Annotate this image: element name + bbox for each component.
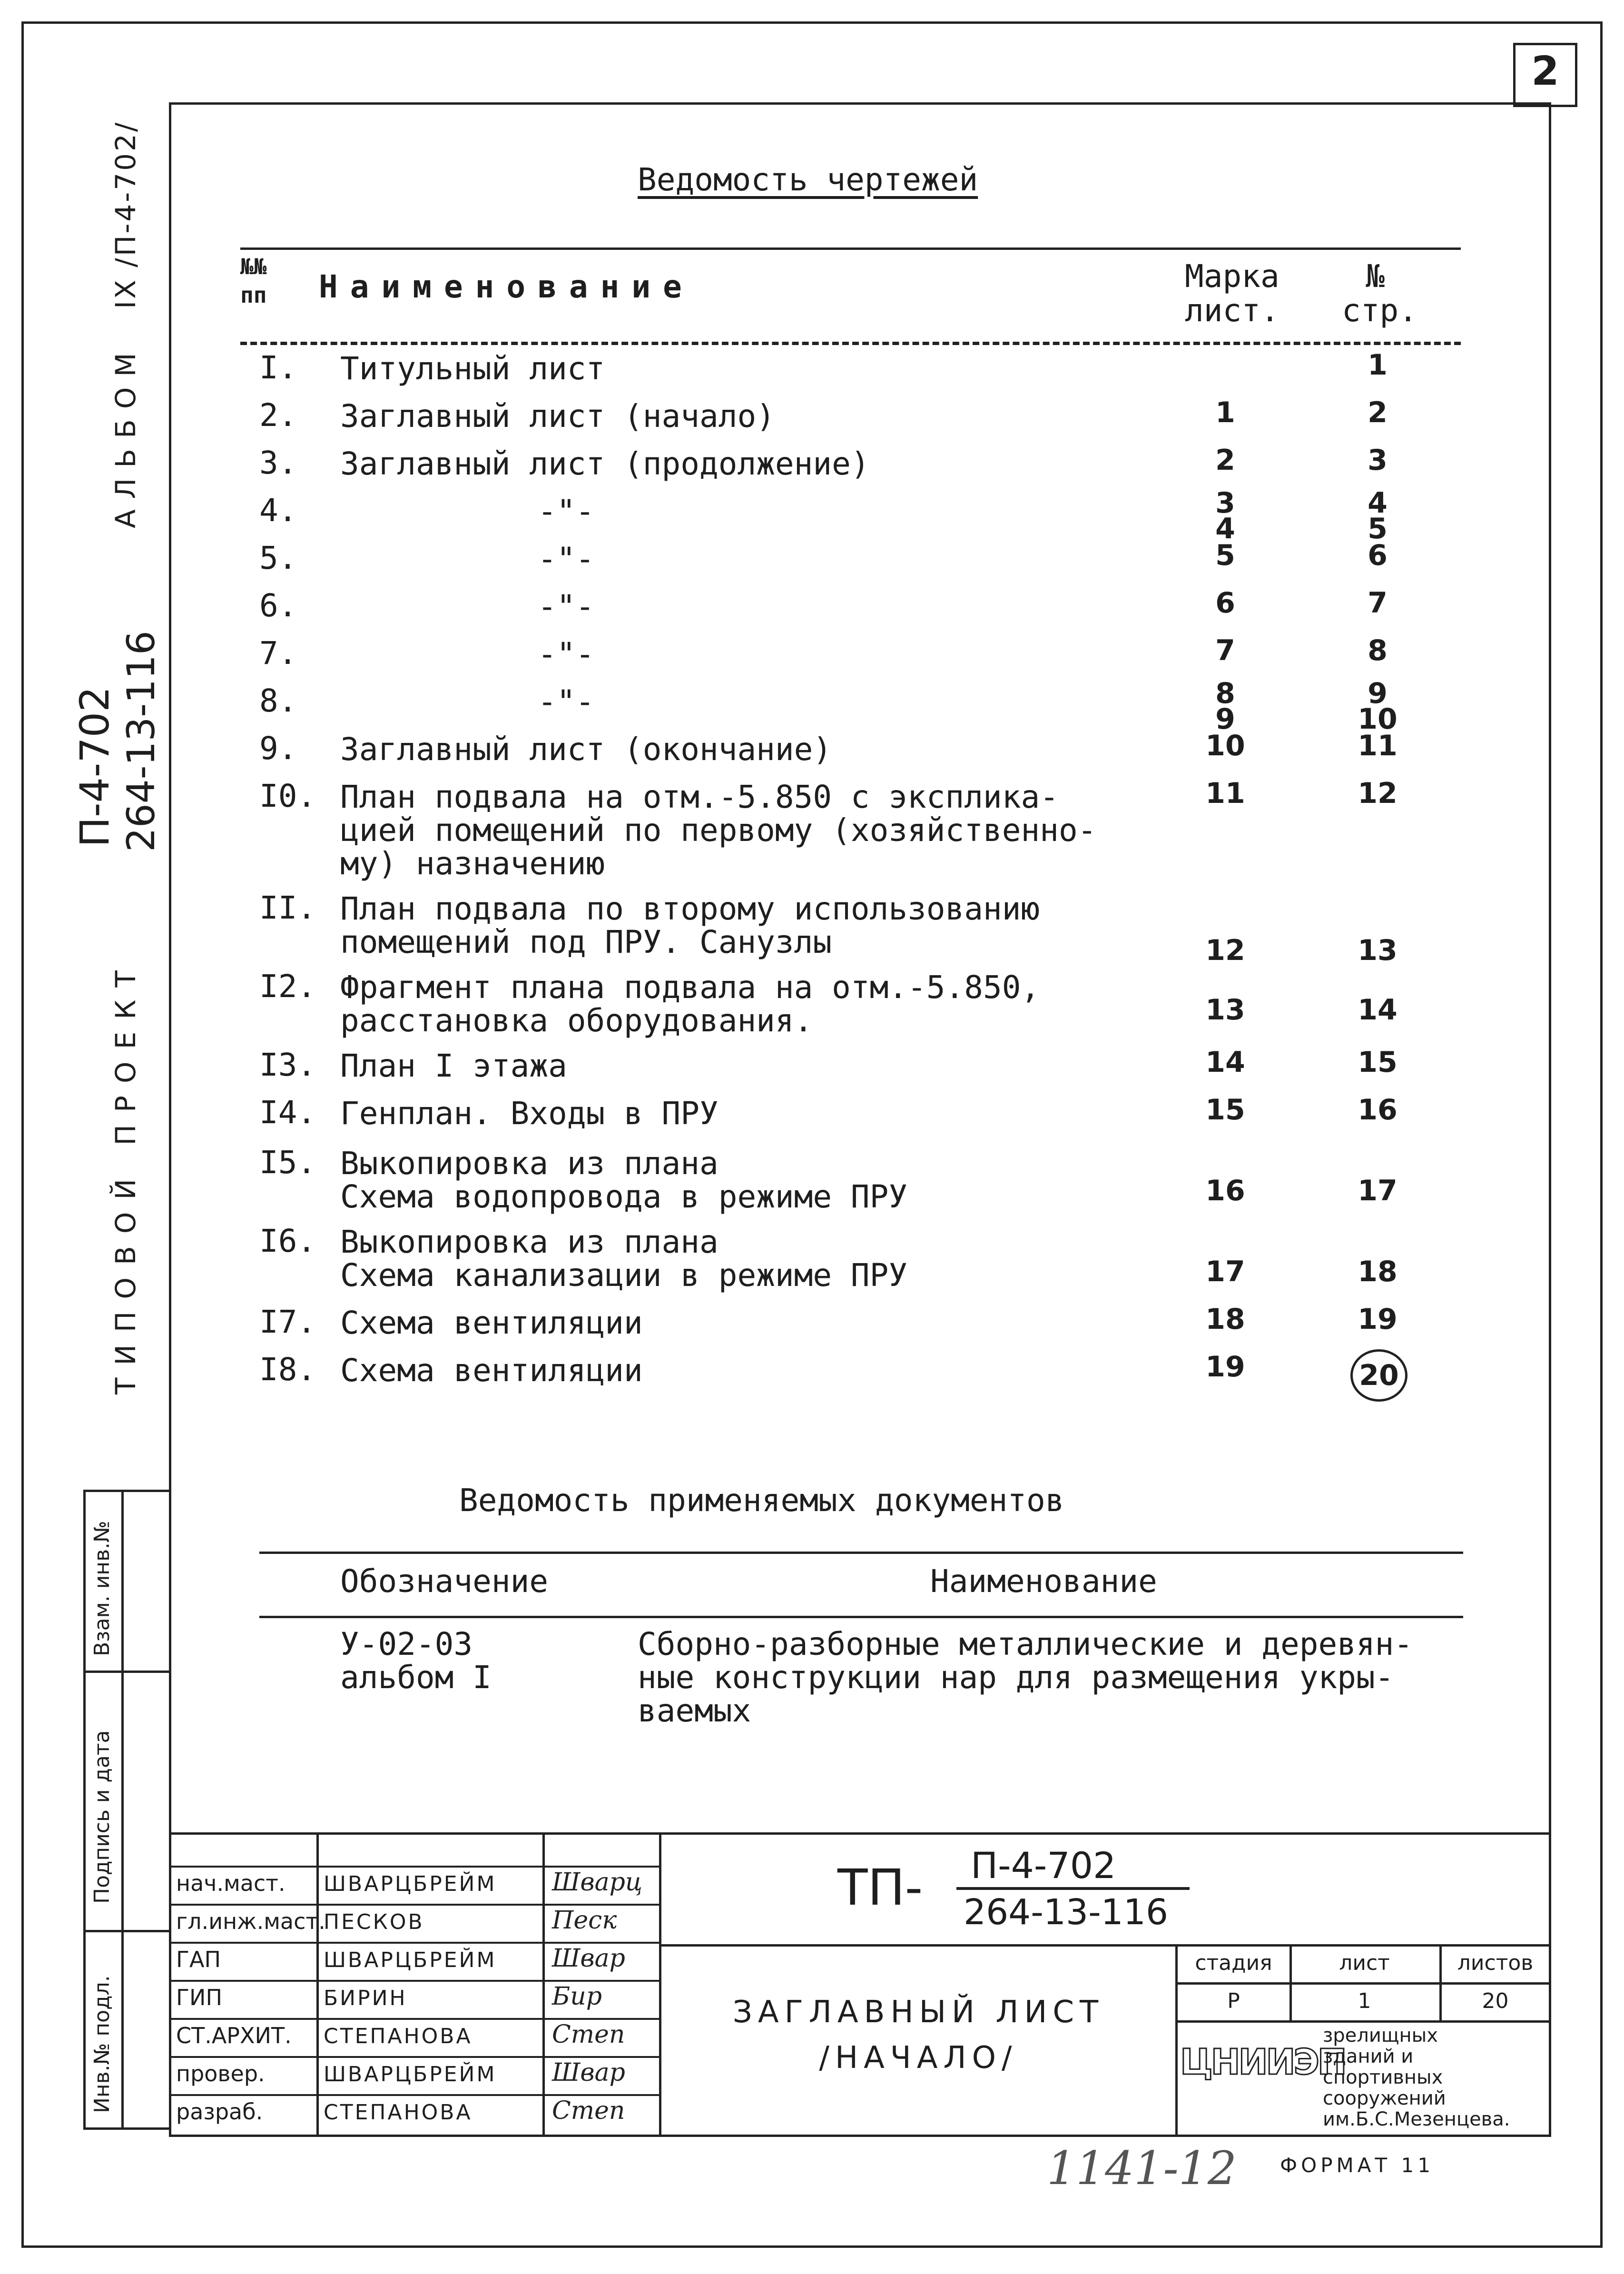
row-name: Заглавный лист (начало) [340, 398, 775, 435]
row-page: 4 5 [1368, 486, 1388, 545]
row-name: -"- [538, 541, 595, 577]
row-mark: 14 [1205, 1046, 1245, 1079]
row-number: 9. [259, 730, 297, 767]
row-mark: 11 [1205, 777, 1245, 810]
row-mark: 15 [1205, 1093, 1245, 1127]
row-name: Титульный лист [340, 350, 605, 387]
side-stamp-cell-replace: Взам. инв.№ [90, 1521, 114, 1656]
role-row-rule [169, 2056, 659, 2058]
row-mark: 2 [1215, 444, 1235, 477]
stage-header-rule [1175, 1982, 1551, 1985]
sheets-label: листов [1457, 1951, 1534, 1975]
role-signature: Степ [552, 2020, 625, 2049]
role-label: нач.маст. [176, 1870, 285, 1896]
row-number: 2. [259, 397, 297, 434]
row-mark: 12 [1205, 934, 1245, 967]
row-mark: 5 [1215, 539, 1235, 572]
row-page: 17 [1358, 1174, 1398, 1207]
row-mark: 3 4 [1215, 486, 1235, 545]
row-mark: 7 [1215, 634, 1235, 667]
role-name: СТЕПАНОВА [324, 2100, 472, 2125]
role-label: СТ.АРХИТ. [176, 2023, 292, 2048]
row-number: 6. [259, 587, 297, 624]
row-mark: 10 [1205, 729, 1245, 762]
row-number: I0. [259, 778, 316, 814]
row-mark: 18 [1205, 1303, 1245, 1336]
row-page: 1 [1368, 348, 1388, 382]
row-name: Выкопировка из плана Схема водопровода в режиме ПРУ [340, 1145, 908, 1215]
side-stamp-cell-signature: Подпись и дата [90, 1730, 114, 1904]
drawing-list-title: Ведомость чертежей [638, 161, 978, 198]
side-stamp-divider [121, 1490, 124, 2130]
side-stamp-cell-inv: Инв.№ подл. [90, 1975, 114, 2113]
role-label: гл.инж.маст. [176, 1908, 325, 1934]
code-prefix: ТП- [837, 1859, 923, 1917]
documents-list-header-rule [259, 1616, 1463, 1618]
row-name: -"- [538, 683, 595, 720]
album-label [109, 121, 142, 528]
row-number: 3. [259, 445, 297, 481]
documents-list-top-rule [259, 1552, 1463, 1554]
role-row-rule [169, 2018, 659, 2020]
album-label-text: АЛЬБОМ [109, 342, 142, 528]
stage-value-rule [1175, 2020, 1551, 2023]
row-name: Заглавный лист (продолжение) [340, 445, 870, 482]
sheets-value: 20 [1482, 1989, 1509, 2013]
org-name: зрелищных зданий и спортивных сооружений им.Б.С.Мезенцева. [1323, 2025, 1510, 2130]
row-number: I4. [259, 1094, 316, 1131]
row-number: 4. [259, 492, 297, 529]
project-code-top: П-4-702 [71, 686, 118, 847]
role-signature: Степ [552, 2096, 625, 2125]
row-mark: 6 [1215, 586, 1235, 620]
row-page: 16 [1358, 1093, 1398, 1127]
row-name: Схема вентиляции [340, 1352, 643, 1389]
header-no: №№ пп [240, 254, 267, 308]
stage-label: стадия [1195, 1951, 1272, 1975]
drawing-list-top-rule [240, 247, 1461, 250]
sheet-title: ЗАГЛАВНЫЙ ЛИСТ /НАЧАЛО/ [732, 1995, 1104, 2076]
row-mark: 16 [1205, 1174, 1245, 1207]
row-mark: 13 [1205, 993, 1245, 1027]
row-name: -"- [538, 588, 595, 625]
row-page: 12 [1358, 777, 1398, 810]
title-block-mid-rule [659, 1944, 1551, 1947]
documents-header-designation: Обозначение [340, 1563, 549, 1600]
row-number: II. [259, 890, 316, 926]
row-page: 2 [1368, 396, 1388, 429]
sheet-label: лист [1339, 1951, 1390, 1975]
role-name: СТЕПАНОВА [324, 2024, 472, 2048]
role-row-rule [169, 2094, 659, 2096]
row-mark: 1 [1215, 396, 1235, 429]
row-number: I6. [259, 1223, 316, 1259]
row-number: I2. [259, 968, 316, 1005]
project-label: ТИПОВОЙ ПРОЕКТ [109, 958, 142, 1394]
row-mark: 19 [1205, 1350, 1245, 1384]
role-name: БИРИН [324, 1986, 407, 2010]
role-signature: Бир [552, 1982, 602, 2011]
row-name: Выкопировка из плана Схема канализации в режиме ПРУ [340, 1224, 908, 1294]
page-number: 2 [1531, 48, 1559, 94]
side-stamp-row-2 [83, 1930, 171, 1932]
org-logo: ЦНИИЭП [1180, 2042, 1345, 2083]
row-mark: 8 9 [1215, 677, 1235, 736]
role-row-rule [169, 1942, 659, 1944]
row-page: 13 [1358, 934, 1398, 967]
handwritten-code: 1141-12 [1047, 2142, 1237, 2195]
album-code: IX /П-4-702/ [109, 120, 142, 309]
row-page: 8 [1368, 634, 1388, 667]
row-page: 9 10 [1358, 677, 1398, 736]
role-row-rule [169, 1904, 659, 1906]
row-number: I7. [259, 1304, 316, 1340]
header-name: Наименование [319, 268, 694, 305]
row-mark: 17 [1205, 1255, 1245, 1288]
row-number: 7. [259, 635, 297, 672]
documents-list-title: Ведомость применяемых документов [459, 1482, 1064, 1519]
row-name: Заглавный лист (окончание) [340, 731, 832, 768]
row-name: Генплан. Входы в ПРУ [340, 1095, 718, 1132]
row-page: 18 [1358, 1255, 1398, 1288]
role-name: ШВАРЦБРЕЙМ [324, 1872, 497, 1896]
stage-value: Р [1227, 1989, 1240, 2013]
row-page: 19 [1358, 1303, 1398, 1336]
role-signature: Швар [552, 1944, 625, 1973]
row-name: -"- [538, 636, 595, 672]
row-name: План I этажа [340, 1048, 567, 1084]
role-name: ШВАРЦБРЕЙМ [324, 2062, 497, 2086]
title-block-top-rule [169, 1832, 1551, 1835]
code-bottom: 264-13-116 [964, 1892, 1169, 1933]
row-number: I8. [259, 1351, 316, 1388]
project-code-bottom: 264-13-116 [119, 631, 163, 852]
code-top: П-4-702 [971, 1844, 1116, 1887]
sheet-value: 1 [1358, 1989, 1371, 2013]
row-page: 14 [1358, 993, 1398, 1027]
row-page: 6 [1368, 539, 1388, 572]
side-stamp-row-1 [83, 1671, 171, 1673]
row-name: Фрагмент плана подвала на отм.-5.850, расстановка оборудования. [340, 969, 1040, 1039]
document-designation: У-02-03 альбом I [340, 1626, 492, 1696]
role-label: ГАП [176, 1947, 221, 1972]
row-name: План подвала по второму использованию помещений под ПРУ. Санузлы [340, 890, 1040, 960]
role-signature: Шварц [552, 1868, 643, 1897]
document-name: Сборно-разборные металлические и деревян- ные конструкции нар для размещения укры- ваемых [638, 1626, 1413, 1729]
row-page: 11 [1358, 729, 1398, 762]
title-block-col-1 [316, 1832, 319, 2135]
role-name: ШВАРЦБРЕЙМ [324, 1948, 497, 1972]
title-block-col-2 [542, 1832, 545, 2135]
row-number: 5. [259, 540, 297, 576]
role-label: провер. [176, 2061, 265, 2086]
role-label: разраб. [176, 2099, 263, 2125]
title-block-col-3 [659, 1832, 661, 2135]
role-signature: Песк [552, 1906, 617, 1935]
format-label: ФОРМАТ 11 [1280, 2154, 1434, 2177]
header-mark: Марка лист. [1185, 258, 1280, 329]
header-page: № стр. [1342, 258, 1417, 329]
title-block-col-4 [1175, 1944, 1178, 2135]
row-page: 7 [1368, 586, 1388, 620]
row-page: 3 [1368, 444, 1388, 477]
row-page: 20 [1350, 1349, 1407, 1402]
row-name: -"- [538, 493, 595, 530]
row-name: План подвала на отм.-5.850 с эксплика- цией помещений по первому (хозяйственно- му) назначению [340, 779, 1097, 882]
role-row-rule [169, 1980, 659, 1982]
code-fraction-line [956, 1887, 1190, 1890]
role-name: ПЕСКОВ [324, 1910, 424, 1934]
row-number: 8. [259, 682, 297, 719]
role-signature: Швар [552, 2058, 625, 2087]
row-number: I5. [259, 1144, 316, 1181]
documents-header-name: Наименование [930, 1563, 1157, 1600]
row-name: Схема вентиляции [340, 1305, 643, 1341]
role-row-rule [169, 1866, 659, 1868]
header-dashed-rule [240, 342, 1461, 345]
row-number: I3. [259, 1047, 316, 1083]
row-page: 15 [1358, 1046, 1398, 1079]
role-label: ГИП [176, 1985, 223, 2010]
row-number: I. [259, 349, 297, 386]
